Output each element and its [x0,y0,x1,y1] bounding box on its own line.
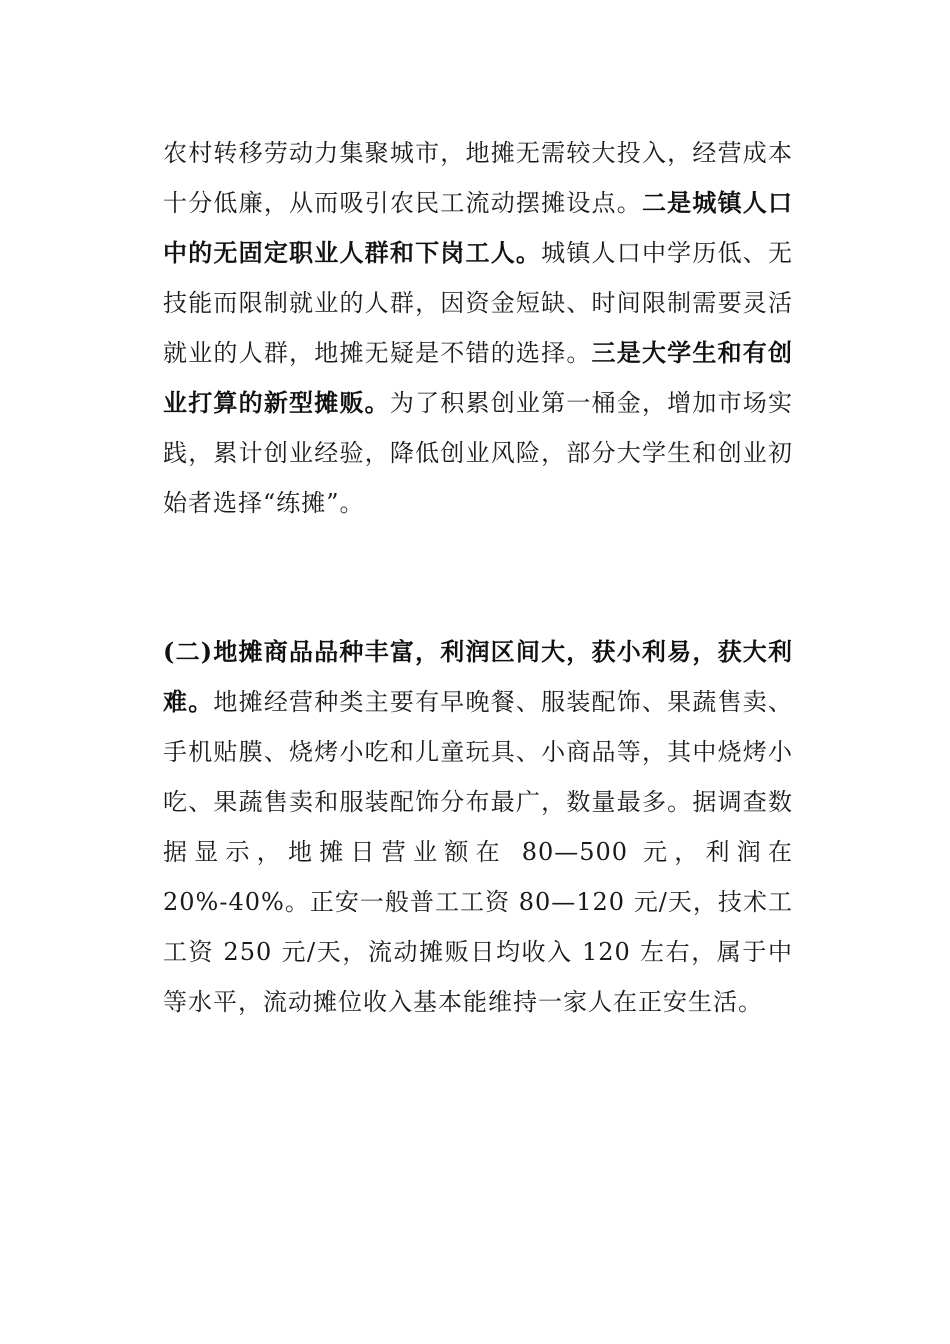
paragraph-spacer [163,528,793,627]
section-heading-2: (二)地摊商品品种丰富，利润区间大，获小利易，获大利难。 [163,637,793,716]
bold-heading-urban-unemployed: 二是城镇人口中的无固定职业人群和下岗工人。 [163,188,794,267]
bold-heading-students-entrepreneurs: 三是大学生和有创业打算的新型摊贩。 [163,338,794,417]
paragraph-text: 地摊经营种类主要有早晚餐、服装配饰、果蔬售卖、手机贴膜、烧烤小吃和儿童玩具、小商品等，其中烧烤小吃、果蔬售卖和服装配饰分布最广，数量最多。据调查数据显示，地摊日营业额在 80—500 元，利润在 20%-40%。正安一般普工工资 80—120 元/天，技术工工资 250 元/天，流动摊贩日均收入 120 左右，属于中等水平，流动摊位收入基本能维持一家人在正安生活。 [163,688,794,1016]
paragraph-vendor-groups [163,128,793,528]
document-body [163,128,793,1027]
paragraph-goods-profit [163,627,793,1027]
paragraph-text: 农村转移劳动力集聚城市，地摊无需较大投入，经营成本十分低廉，从而吸引农民工流动摆摊设点。 [163,139,793,217]
paragraph-text: 为了积累创业第一桶金，增加市场实践，累计创业经验，降低创业风险，部分大学生和创业初始者选择“练摊”。 [163,389,793,517]
paragraph-text: 城镇人口中学历低、无技能而限制就业的人群，因资金短缺、时间限制需要灵活就业的人群，地摊无疑是不错的选择。 [163,239,793,367]
